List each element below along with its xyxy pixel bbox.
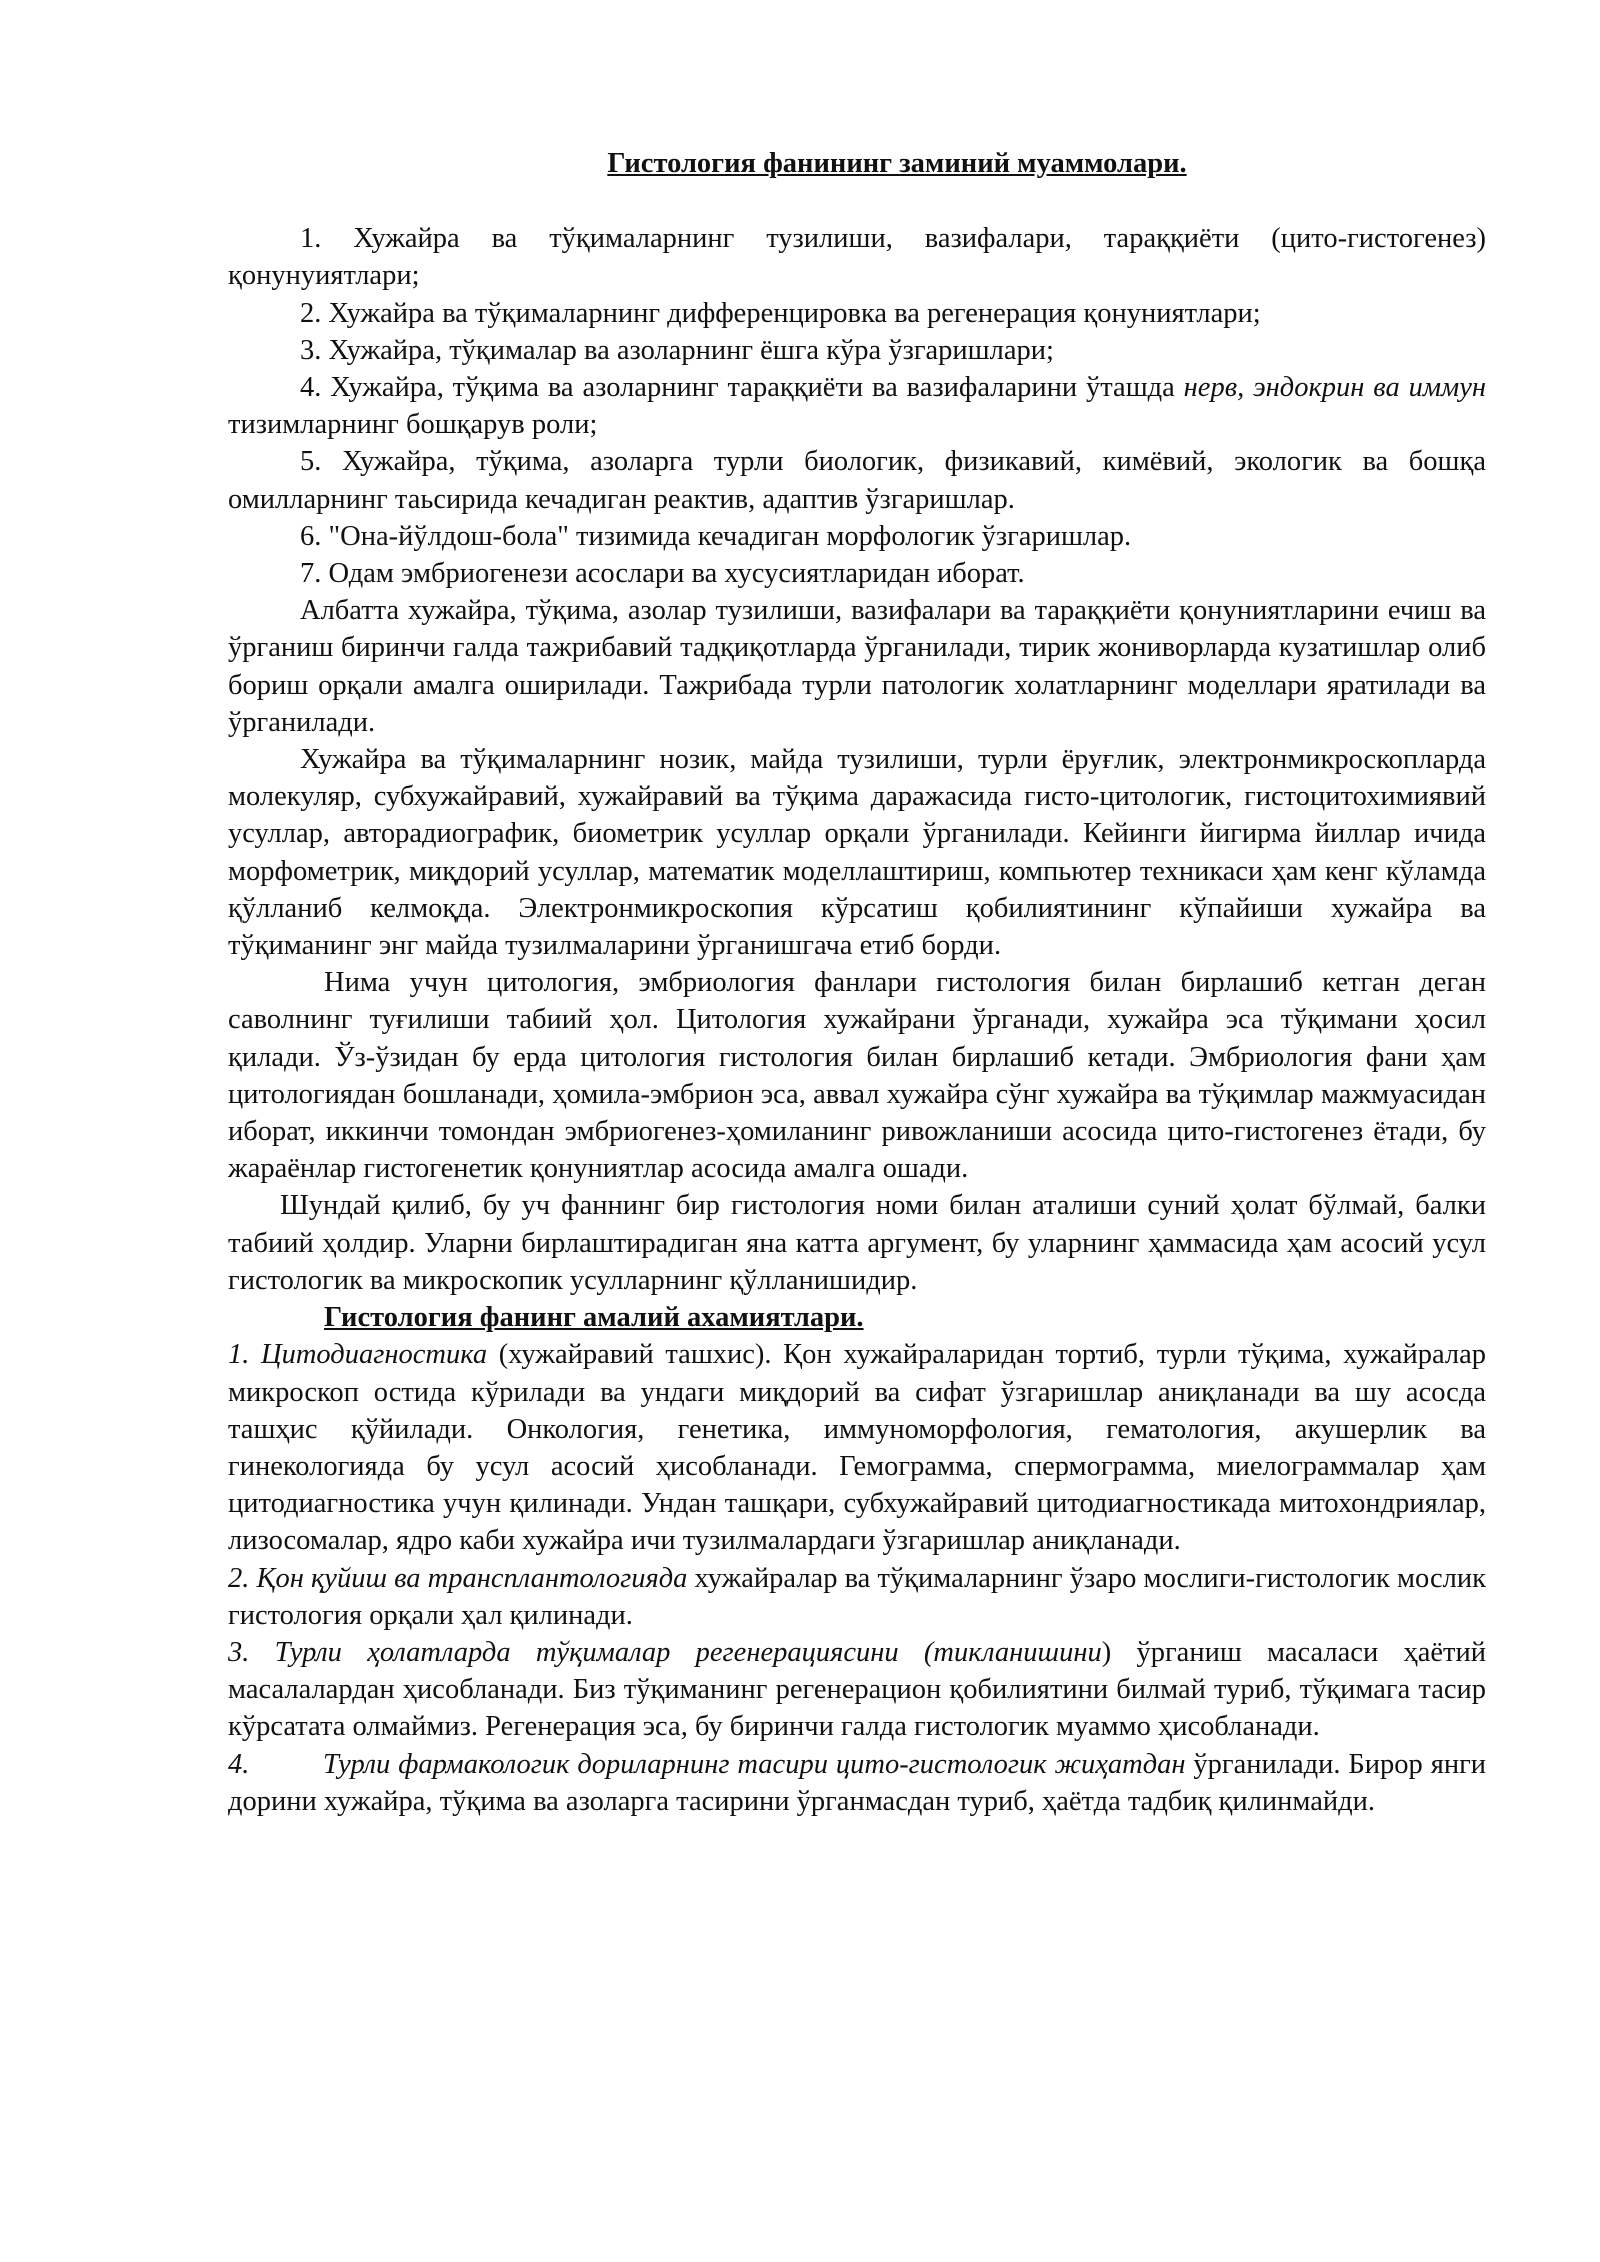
list-item-4-emphasis: нерв, эндокрин ва иммун — [1183, 372, 1487, 404]
applied-item-3-text: ) ўрганиш масаласи ҳаётий масалалардан ҳисобланади. Биз тўқиманинг регенерацион қобилиятини билмай туриб, тўқимага тасир кўрсатата олмаймиз. Регенерация эса, бу биринчи галда гистологик муаммо ҳисобланади. — [228, 1636, 1486, 1743]
applied-item-4-text: ўрганилади. Бирор янги дорини хужайра, тўқима ва азоларга тасирини ўрганмасдан туриб, ҳаётда тадбиқ қилинмайди. — [228, 1748, 1487, 1817]
applied-item-3 — [228, 1634, 1486, 1746]
list-item-4-text: 4. Хужайра, тўқима ва азоларнинг тараққиёти ва вазифаларини ўташда — [300, 372, 1184, 404]
list-item-7: 7. Одам эмбриогенези асослари ва хусусиятларидан иборат. — [300, 558, 1025, 590]
paragraph-conclusion: Шундай қилиб, бу уч фаннинг бир гистология номи билан аталиши суний ҳолат бўлмай, балки табиий ҳолдир. Уларни бирлаштирадиган яна катта аргумент, бу уларнинг ҳаммасида ҳам асосий усул гистологик ва микроскопик усулларнинг қўлланишидир. — [228, 1190, 1486, 1296]
list-item-2: 2. Хужайра ва тўқималарнинг дифференцировка ва регенерация қонуниятлари; — [300, 297, 1261, 329]
document-page — [228, 145, 1486, 1820]
applied-item-1-term: 1. Цитодиагностика — [228, 1339, 488, 1371]
paragraph-experimental: Албатта хужайра, тўқима, азолар тузилиши, вазифалари ва тараққиёти қонуниятларини ечиш ва ўрганиш биринчи галда тажрибавий тадқиқотларда ўрганилади, тирик жониворларда кузатишлар олиб бориш орқали амалга оширилади. Тажрибада турли патологик холатларнинг моделлари яратилади ва ўрганилади. — [228, 595, 1486, 738]
applied-item-4-number: 4. — [228, 1748, 250, 1780]
applied-item-3-term: 3. Турли ҳолатларда тўқималар регенерациясини (тикланишини — [228, 1636, 1102, 1668]
applied-item-2-term: 2. Қон қуйиш ва трансплантологияда — [228, 1562, 688, 1594]
section-subtitle: Гистология фанинг амалий ахамиятлари. — [324, 1302, 864, 1334]
list-item-6: 6. "Она-йўлдош-бола" тизимида кечадиган морфологик ўзгаришлар. — [300, 520, 1132, 552]
document-title: Гистология фанининг заминий муаммолари. — [607, 148, 1187, 179]
applied-item-1-text: (хужайравий ташхис). Қон хужайраларидан тортиб, турли тўқима, хужайралар микроскоп остида кўрилади ва ундаги миқдорий ва сифат ўзгаришлар аниқланади ва шу асосда ташҳис қўйилади. Онкология, генетика, иммуноморфология, гематология, акушерлик ва гинекологияда бу усул асосий ҳисобланади. Гемограмма, спермограмма, миелограммалар ҳам цитодиагностика учун қилинади. Ундан ташқари, субхужайравий цитодиагностикада митохондриялар, лизосомалар, ядро каби хужайра ичи тузилмалардаги ўзгаришлар аниқланади. — [228, 1339, 1486, 1557]
list-item-3: 3. Хужайра, тўқималар ва азоларнинг ёшга кўра ўзгаришлари; — [300, 334, 1054, 366]
paragraph-methods: Хужайра ва тўқималарнинг нозик, майда тузилиши, турли ёруғлик, электронмикроскопларда молекуляр, субхужайравий, хужайравий ва тўқима даражасида гисто-цитологик, гистоцитохимиявий усуллар, авторадиографик, биометрик усуллар орқали ўрганилади. Кейинги йигирма йиллар ичида морфометрик, миқдорий усуллар, математик моделлаштириш, компьютер техникаси ҳам кенг кўламда қўлланиб келмоқда. Электронмикроскопия кўрсатиш қобилиятининг кўпайиши хужайра ва тўқиманинг энг майда тузилмаларини ўрганишгача етиб борди. — [228, 744, 1486, 962]
applied-item-4 — [228, 1746, 1486, 1820]
paragraph-cytology-embryology: Нима учун цитология, эмбриология фанлари гистология билан бирлашиб кетган деган саволнинг туғилиши табиий ҳол. Цитология хужайрани ўрганади, хужайра эса тўқимани ҳосил қилади. Ўз-ўзидан бу ерда цитология гистология билан бирлашиб кетади. Эмбриология фани ҳам цитологиядан бошланади, ҳомила-эмбрион эса, аввал хужайра сўнг хужайра ва тўқимлар мажмуасидан иборат, иккинчи томондан эмбриогенез-ҳомиланинг ривожланиши асосида цито-гистогенез ётади, бу жараёнлар гистогенетик қонуниятлар асосида амалга ошади. — [228, 967, 1486, 1185]
applied-item-4-term: Турли фармакологик дориларнинг тасири цито-гистологик жиҳатдан — [323, 1748, 1186, 1780]
list-item-1: 1. Хужайра ва тўқималарнинг тузилиши, вазифалари, тараққиёти (цито-гистогенез) қонунуиятлари; — [228, 223, 1486, 292]
applied-item-2 — [228, 1560, 1486, 1634]
applied-item-2-text: хужайралар ва тўқималарнинг ўзаро мослиги-гистологик мослик гистология орқали ҳал қилинади. — [228, 1562, 1486, 1631]
applied-item-1 — [228, 1336, 1486, 1559]
list-item-4 — [228, 369, 1486, 443]
list-item-4-tail: тизимларнинг бошқарув роли; — [228, 409, 598, 441]
list-item-5: 5. Хужайра, тўқима, азоларга турли биологик, физикавий, кимёвий, экологик ва бошқа омилларнинг таьсирида кечадиган реактив, адаптив ўзгаришлар. — [228, 446, 1486, 515]
